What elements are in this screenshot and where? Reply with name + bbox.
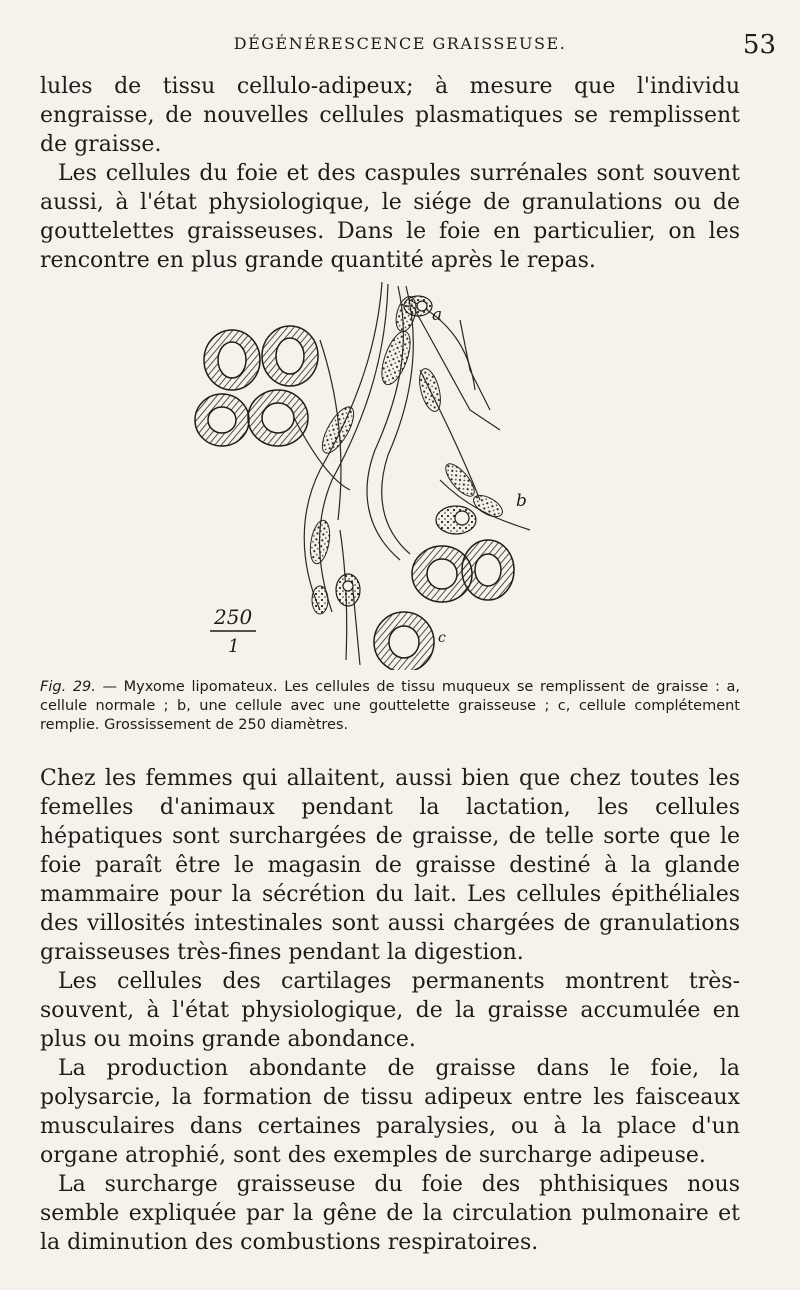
fat-cell xyxy=(462,540,514,600)
fat-cell xyxy=(248,390,308,446)
figure-caption xyxy=(40,678,740,735)
paragraph: La surcharge graisseuse du foie des phthisiques nous semble expliquée par la gêne de la circulation pulmonaire et la diminution des combustions respiratoires. xyxy=(40,1172,740,1255)
paragraph: Les cellules des cartilages permanents montrent très-souvent, à l'état physiologique, de la graisse accumulée en plus ou moins grande abondance. xyxy=(40,969,740,1052)
running-head xyxy=(0,30,800,64)
text-block-top xyxy=(40,72,740,275)
scale-numerator: 250 xyxy=(214,605,253,629)
scale-denominator: 1 xyxy=(228,636,240,657)
fat-cell xyxy=(195,394,249,446)
magnification-scale xyxy=(210,605,256,657)
paragraph: Les cellules du foie et des caspules surrénales sont souvent aussi, à l'état physiologique, le siége de granulations ou de gouttelettes graisseuses. Dans le foie en particulier, on les rencontre en plus grande quantité après le repas. xyxy=(40,161,740,273)
paragraph: Chez les femmes qui allaitent, aussi bien que chez toutes les femelles d'animaux pendant la lactation, les cellules hépatiques sont surchargées de graisse, de telle sorte que le foie paraît être le magasin de graisse destiné à la glande mammaire pour la sécrétion du lait. Les cellules épithéliales des villosités intestinales sont aussi chargées de granulations graisseuses très-fines pendant la digestion. xyxy=(40,766,740,965)
running-title: DÉGÉNÉRESCENCE GRAISSEUSE. xyxy=(233,34,567,53)
figure-label-a: a xyxy=(432,305,443,325)
paragraph: lules de tissu cellulo-adipeux; à mesure que l'individu engraisse, de nouvelles cellules plasmatiques se remplissent de graisse. xyxy=(40,74,740,157)
figure-label-b: b xyxy=(516,491,527,511)
text-block-bottom xyxy=(40,764,740,1257)
caption-label: Fig. 29. xyxy=(40,679,96,695)
page-number: 53 xyxy=(742,30,776,60)
figure-illustration xyxy=(170,280,590,670)
fat-cell xyxy=(262,326,318,386)
paragraph: La production abondante de graisse dans le foie, la polysarcie, la formation de tissu adipeux entre les faisceaux musculaires dans certaines paralysies, ou à la place d'un organe atrophié, sont des exemples de surcharge adipeuse. xyxy=(40,1056,740,1168)
fat-cell xyxy=(374,612,434,670)
figure-label-c: c xyxy=(438,630,446,646)
caption-text: — Myxome lipomateux. Les cellules de tissu muqueux se remplissent de graisse : a, cellule normale ; b, une cellule avec une gouttelette graisseuse ; c, cellule complétement remplie. Grossissement de 250 diamètres. xyxy=(40,679,740,733)
fat-cell xyxy=(204,330,260,390)
myxoma-illustration xyxy=(170,280,590,670)
